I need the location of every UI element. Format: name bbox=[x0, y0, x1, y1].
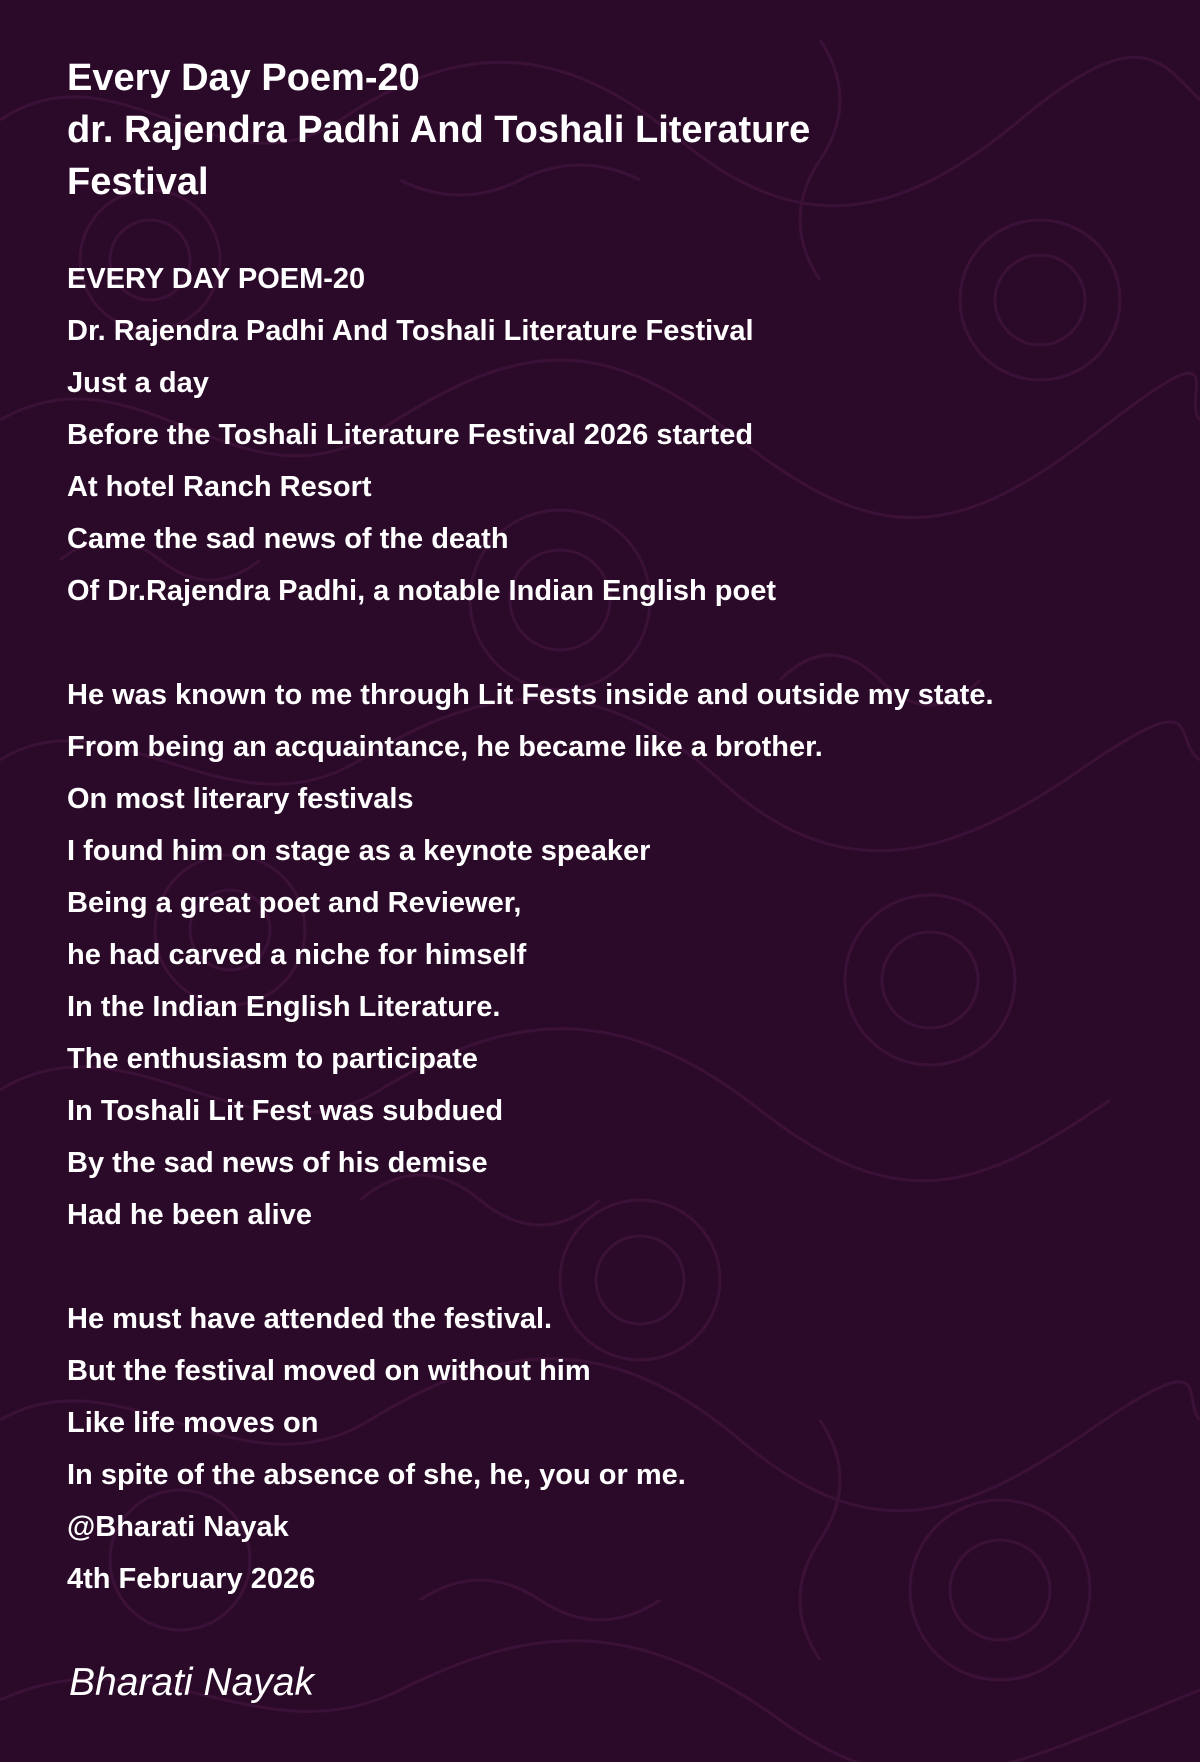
poem-line: EVERY DAY POEM-20 bbox=[67, 263, 366, 295]
poem-line: At hotel Ranch Resort bbox=[67, 471, 372, 503]
poem-line: 4th February 2026 bbox=[67, 1563, 316, 1595]
title-line: Festival bbox=[67, 161, 209, 203]
poem-line: On most literary festivals bbox=[67, 783, 414, 815]
poem-line: Being a great poet and Reviewer, bbox=[67, 887, 522, 919]
poem-line: He was known to me through Lit Fests inside and outside my state. bbox=[67, 679, 994, 711]
poem-line: By the sad news of his demise bbox=[67, 1147, 488, 1179]
poem-title bbox=[67, 52, 1127, 208]
title-line: dr. Rajendra Padhi And Toshali Literature bbox=[67, 109, 811, 151]
poem-line: Came the sad news of the death bbox=[67, 523, 509, 555]
poem-line: Just a day bbox=[67, 367, 209, 399]
title-line: Every Day Poem-20 bbox=[67, 57, 420, 99]
poem-body bbox=[67, 253, 1177, 1605]
poem-line: From being an acquaintance, he became like a brother. bbox=[67, 731, 823, 763]
poem-line: Dr. Rajendra Padhi And Toshali Literature Festival bbox=[67, 315, 754, 347]
poem-line: I found him on stage as a keynote speaker bbox=[67, 835, 651, 867]
poem-line: @Bharati Nayak bbox=[67, 1511, 289, 1543]
poem-line: Had he been alive bbox=[67, 1199, 312, 1231]
poem-line: Like life moves on bbox=[67, 1407, 319, 1439]
poem-line: he had carved a niche for himself bbox=[67, 939, 527, 971]
poem-line: But the festival moved on without him bbox=[67, 1355, 591, 1387]
poem-line: In Toshali Lit Fest was subdued bbox=[67, 1095, 504, 1127]
poem-line: The enthusiasm to participate bbox=[67, 1043, 478, 1075]
stanza-break bbox=[67, 1241, 1177, 1293]
poem-line: In spite of the absence of she, he, you or me. bbox=[67, 1459, 686, 1491]
poem-line: Of Dr.Rajendra Padhi, a notable Indian English poet bbox=[67, 575, 776, 607]
stanza-break bbox=[67, 617, 1177, 669]
author-signature: Bharati Nayak bbox=[69, 1661, 314, 1704]
poem-line: Before the Toshali Literature Festival 2026 started bbox=[67, 419, 754, 451]
poem-line: He must have attended the festival. bbox=[67, 1303, 553, 1335]
poem-line: In the Indian English Literature. bbox=[67, 991, 501, 1023]
